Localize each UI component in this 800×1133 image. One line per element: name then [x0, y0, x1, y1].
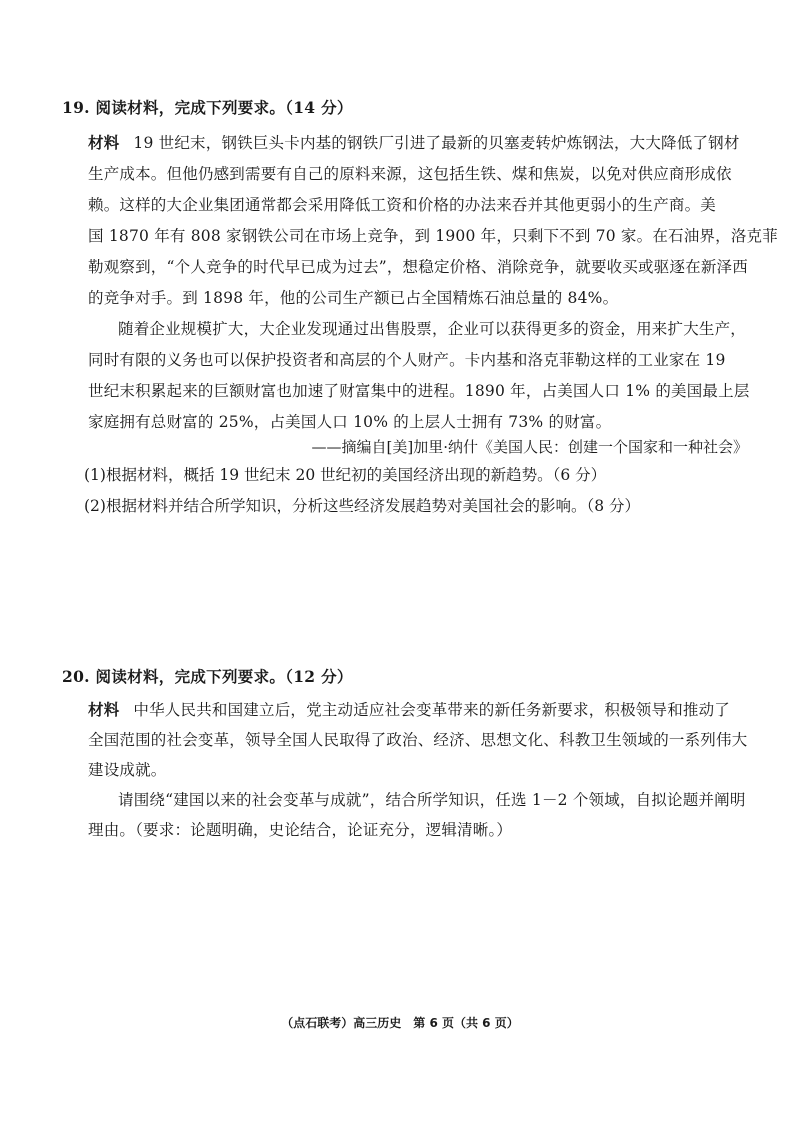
- q19-subquestion-1: (1)根据材料，概括 19 世纪末 20 世纪初的美国经济出现的新趋势。（6 分）: [84, 466, 607, 484]
- material-label: 材料: [88, 700, 120, 719]
- q19-p1-line-6: 的竞争对手。到 1898 年，他的公司生产额已占全国精炼石油总量的 84%。: [88, 289, 619, 307]
- q19-material-line: [88, 131, 740, 153]
- q19-p2-line-2: 同时有限的义务也可以保护投资者和高层的个人财产。卡内基和洛克菲勒这样的工业家在 19: [88, 351, 726, 369]
- question-19-title: 19. 阅读材料，完成下列要求。（14 分）: [62, 98, 353, 117]
- q19-p2-line-1: 随着企业规模扩大，大企业发现通过出售股票，企业可以获得更多的资金，用来扩大生产，: [118, 320, 747, 338]
- question-20-title: 20. 阅读材料，完成下列要求。（12 分）: [62, 667, 353, 686]
- q20-p2-line-2: 理由。（要求：论题明确，史论结合，论证充分，逻辑清晰。）: [88, 821, 513, 839]
- q19-p1-line-5: 勒观察到，“个人竞争的时代早已成为过去”，想稳定价格、消除竞争，就要收买或驱逐在新泽西: [88, 258, 748, 276]
- q20-p1-line-3: 建设成就。: [88, 761, 167, 779]
- q19-source-citation: ——摘编自[美]加里·纳什《美国人民：创建一个国家和一种社会》: [311, 438, 748, 456]
- q20-p1-line-2: 全国范围的社会变革，领导全国人民取得了政治、经济、思想文化、科教卫生领域的一系列伟大: [88, 731, 748, 749]
- material-label: 材料: [88, 133, 120, 152]
- q19-subquestion-2: (2)根据材料并结合所学知识，分析这些经济发展趋势对美国社会的影响。（8 分）: [84, 497, 640, 515]
- q19-p1-line-4: 国 1870 年有 808 家钢铁公司在市场上竞争，到 1900 年，只剩下不到 70 家。在石油界，洛克菲: [88, 227, 778, 245]
- q19-p1-line-2: 生产成本。但他仍感到需要有自己的原料来源，这包括生铁、煤和焦炭，以免对供应商形成依: [88, 165, 732, 183]
- page-footer: （点石联考）高三历史 第 6 页（共 6 页）: [281, 1016, 519, 1030]
- q20-p1-line-1: 中华人民共和国建立后，党主动适应社会变革带来的新任务新要求，积极领导和推动了: [133, 701, 731, 719]
- q20-material-line: [88, 698, 730, 720]
- q19-p1-line-3: 赖。这样的大企业集团通常都会采用降低工资和价格的办法来吞并其他更弱小的生产商。美: [88, 196, 717, 214]
- q20-p2-line-1: 请围绕“建国以来的社会变革与成就”，结合所学知识，任选 1－2 个领域，自拟论题并阐明: [118, 791, 746, 809]
- q19-p2-line-3: 世纪末积累起来的巨额财富也加速了财富集中的进程。1890 年，占美国人口 1% 的美国最上层: [88, 382, 750, 400]
- q19-p1-line-1: 19 世纪末，钢铁巨头卡内基的钢铁厂引进了最新的贝塞麦转炉炼钢法，大大降低了钢材: [133, 134, 740, 152]
- q19-p2-line-4: 家庭拥有总财富的 25%，占美国人口 10% 的上层人士拥有 73% 的财富。: [88, 413, 612, 431]
